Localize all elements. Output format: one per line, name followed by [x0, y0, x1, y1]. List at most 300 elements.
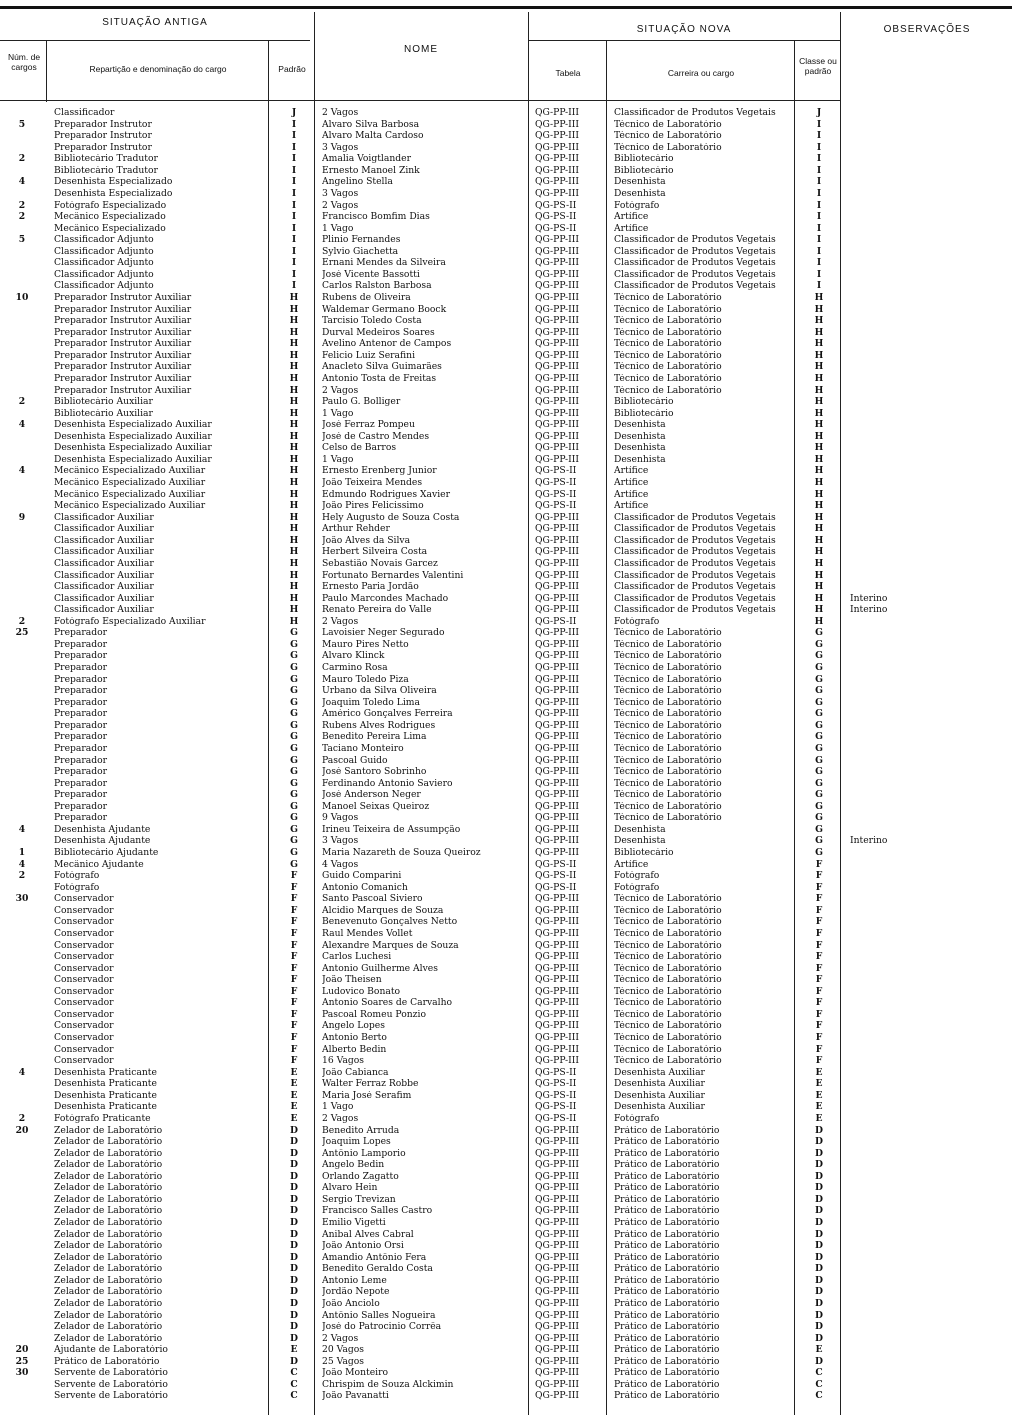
cell-padrao: G	[290, 697, 298, 708]
cell-tabela: QG-PP-III	[535, 1287, 579, 1298]
cell-cargo: Preparador	[54, 743, 108, 754]
cell-cargo: Classificador Adjunto	[54, 235, 154, 246]
cell-tabela: QG-PP-III	[535, 385, 579, 396]
table-row	[0, 1276, 1012, 1286]
cell-cargo: Zelador de Laboratório	[54, 1275, 163, 1286]
cell-carreira: Prático de Laboratório	[614, 1391, 720, 1402]
cell-num-cargos: 20	[15, 1125, 29, 1136]
cell-nome: José Ferraz Pompeu	[322, 420, 415, 431]
table-row	[0, 386, 1012, 396]
cell-padrao: D	[290, 1252, 298, 1263]
table-row	[0, 409, 1012, 419]
cell-carreira: Desenhista	[614, 420, 666, 431]
cell-padrao: E	[290, 1090, 298, 1101]
cell-carreira: Técnico de Laboratório	[614, 142, 722, 153]
cell-carreira: Técnico de Laboratório	[614, 1044, 722, 1055]
cell-cargo: Servente de Laboratório	[54, 1379, 168, 1390]
cell-padrao: F	[290, 928, 298, 939]
cell-tabela: QG-PP-III	[535, 119, 579, 130]
cell-cargo: Preparador Instrutor Auxiliar	[54, 327, 192, 338]
cell-nome: Antonio Comanich	[322, 882, 408, 893]
cell-nome: Avelino Antenor de Campos	[322, 339, 452, 350]
cell-classe: F	[815, 859, 823, 870]
cell-classe: F	[815, 940, 823, 951]
cell-carreira: Técnico de Laboratório	[614, 720, 722, 731]
cell-nome: João Pavanatti	[322, 1391, 389, 1402]
cell-tabela: QG-PS-II	[535, 616, 577, 627]
cell-cargo: Preparador Instrutor Auxiliar	[54, 316, 192, 327]
cell-carreira: Técnico de Laboratório	[614, 801, 722, 812]
cell-tabela: QG-PP-III	[535, 154, 579, 165]
cell-classe: D	[815, 1287, 823, 1298]
cell-classe: F	[815, 1056, 823, 1067]
cell-padrao: F	[290, 882, 298, 893]
cell-cargo: Conservador	[54, 1033, 114, 1043]
cell-padrao: H	[289, 489, 299, 500]
cell-cargo: Bibliotecário Ajudante	[54, 848, 159, 858]
cell-cargo: Prático de Laboratório	[54, 1356, 160, 1367]
table-row	[0, 663, 1012, 673]
table-row	[0, 270, 1012, 280]
cell-carreira: Prático de Laboratório	[614, 1194, 720, 1205]
cell-classe: D	[815, 1229, 823, 1240]
table-row	[0, 258, 1012, 268]
table-row	[0, 189, 1012, 199]
cell-carreira: Classificador de Produtos Vegetais	[614, 258, 776, 269]
cell-carreira: Prático de Laboratório	[614, 1287, 720, 1298]
table-row	[0, 779, 1012, 789]
cell-tabela: QG-PP-III	[535, 639, 579, 650]
cell-nome: Hely Augusto de Souza Costa	[322, 512, 460, 523]
cell-nome: Urbano da Silva Oliveira	[322, 686, 437, 697]
cell-padrao: H	[289, 524, 299, 535]
cell-tabela: QG-PP-III	[535, 1160, 579, 1171]
cell-nome: Benedito Pereira Lima	[322, 732, 427, 743]
cell-cargo: Conservador	[54, 940, 114, 951]
cell-carreira: Fotógrafo	[614, 1113, 660, 1124]
cell-padrao: F	[290, 952, 298, 963]
cell-padrao: G	[290, 836, 298, 847]
cell-cargo: Fotógrafo Especializado Auxiliar	[54, 616, 206, 627]
cell-padrao: F	[290, 940, 298, 951]
cell-nome: Tarcisio Toledo Costa	[322, 316, 422, 327]
cell-nome: Ludovico Bonato	[322, 986, 401, 997]
cell-cargo: Fotógrafo	[54, 882, 100, 893]
cell-padrao: H	[289, 512, 299, 523]
cell-carreira: Desenhista	[614, 824, 666, 835]
cell-tabela: QG-PP-III	[535, 1218, 579, 1228]
cell-padrao: G	[290, 813, 298, 824]
cell-nome: Guido Comparini	[322, 871, 402, 882]
cell-cargo: Classificador Auxiliar	[54, 558, 154, 569]
cell-carreira: Artífice	[614, 859, 649, 870]
cell-cargo: Conservador	[54, 952, 114, 963]
cell-tabela: QG-PP-III	[535, 165, 579, 176]
cell-cargo: Preparador Instrutor Auxiliar	[54, 385, 192, 396]
cell-carreira: Técnico de Laboratório	[614, 327, 722, 338]
cell-carreira: Prático de Laboratório	[614, 1322, 720, 1333]
cell-carreira: Classificador de Produtos Vegetais	[614, 524, 776, 535]
cell-classe: I	[816, 188, 822, 199]
cell-classe: H	[814, 304, 824, 315]
cell-nome: Antonio Tosta de Freitas	[322, 373, 437, 384]
cell-classe: H	[814, 431, 824, 442]
cell-carreira: Bibliotecário	[614, 165, 674, 176]
cell-nome: Renato Pereira do Valle	[322, 605, 432, 616]
cell-tabela: QG-PP-III	[535, 1368, 579, 1379]
cell-tabela: QG-PS-II	[535, 489, 577, 500]
cell-carreira: Artífice	[614, 489, 649, 500]
cell-padrao: I	[291, 142, 297, 153]
cell-classe: H	[814, 582, 824, 593]
cell-tabela: QG-PP-III	[535, 1137, 579, 1148]
cell-carreira: Prático de Laboratório	[614, 1252, 720, 1263]
cell-num-cargos: 5	[18, 235, 26, 246]
cell-carreira: Bibliotecário	[614, 848, 674, 858]
cell-nome: 2 Vagos	[322, 616, 359, 627]
cell-carreira: Técnico de Laboratório	[614, 813, 722, 824]
cell-nome: Maria José Serafim	[322, 1090, 412, 1101]
cell-nome: Joaquim Toledo Lima	[322, 697, 420, 708]
cell-carreira: Técnico de Laboratório	[614, 663, 722, 673]
cell-tabela: QG-PP-III	[535, 1264, 579, 1275]
cell-carreira: Desenhista	[614, 836, 666, 847]
cell-classe: I	[816, 131, 822, 142]
cell-cargo: Classificador Auxiliar	[54, 512, 154, 523]
table-row	[0, 166, 1012, 176]
cell-cargo: Servente de Laboratório	[54, 1391, 168, 1402]
cell-cargo: Conservador	[54, 894, 114, 905]
table-row	[0, 917, 1012, 927]
cell-classe: I	[816, 246, 822, 257]
cell-carreira: Técnico de Laboratório	[614, 743, 722, 754]
cell-classe: H	[814, 616, 824, 627]
cell-nome: Carmino Rosa	[322, 663, 388, 673]
table-row	[0, 571, 1012, 581]
table-row	[0, 883, 1012, 893]
cell-padrao: G	[290, 709, 298, 720]
cell-padrao: I	[291, 212, 297, 223]
header-bottom-rule	[0, 100, 840, 101]
cell-padrao: H	[289, 501, 299, 512]
cell-cargo: Preparador Instrutor Auxiliar	[54, 373, 192, 384]
cell-classe: H	[814, 547, 824, 558]
cell-padrao: I	[291, 258, 297, 269]
cell-carreira: Classificador de Produtos Vegetais	[614, 570, 776, 581]
cell-tabela: QG-PP-III	[535, 697, 579, 708]
cell-num-cargos: 2	[18, 871, 26, 882]
cell-tabela: QG-PP-III	[535, 1056, 579, 1067]
cell-classe: H	[814, 489, 824, 500]
cell-classe: D	[815, 1194, 823, 1205]
cell-tabela: QG-PP-III	[535, 1310, 579, 1321]
cell-cargo: Desenhista Especializado Auxiliar	[54, 431, 212, 442]
table-row	[0, 1010, 1012, 1020]
cell-classe: E	[815, 1090, 823, 1101]
cell-nome: Irineu Teixeira de Assumpção	[322, 824, 461, 835]
cell-padrao: I	[291, 154, 297, 165]
header-observacoes: OBSERVAÇÕES	[883, 24, 971, 35]
table-row	[0, 1391, 1012, 1401]
cell-tabela: QG-PP-III	[535, 836, 579, 847]
cell-carreira: Técnico de Laboratório	[614, 1033, 722, 1043]
cell-tabela: QG-PP-III	[535, 108, 579, 118]
cell-carreira: Desenhista	[614, 443, 666, 454]
cell-observacao: Interino	[850, 605, 888, 616]
cell-nome: Emilio Vigetti	[322, 1218, 386, 1228]
table-row	[0, 432, 1012, 442]
cell-num-cargos: 2	[18, 1113, 26, 1124]
cell-padrao: H	[289, 454, 299, 465]
table-row	[0, 443, 1012, 453]
cell-nome: 1 Vago	[322, 454, 354, 465]
cell-tabela: QG-PP-III	[535, 1021, 579, 1032]
table-row	[0, 1033, 1012, 1043]
cell-tabela: QG-PP-III	[535, 570, 579, 581]
cell-carreira: Técnico de Laboratório	[614, 674, 722, 685]
cell-tabela: QG-PP-III	[535, 1148, 579, 1159]
cell-cargo: Classificador Auxiliar	[54, 547, 154, 558]
cell-cargo: Preparador	[54, 697, 108, 708]
cell-nome: José Vicente Bassotti	[322, 269, 420, 280]
cell-cargo: Mecânico Especializado Auxiliar	[54, 466, 206, 477]
cell-classe: D	[815, 1206, 823, 1217]
cell-nome: João Theisen	[322, 975, 382, 986]
cell-classe: H	[814, 385, 824, 396]
cell-padrao: F	[290, 1056, 298, 1067]
cell-tabela: QG-PP-III	[535, 709, 579, 720]
table-row	[0, 1299, 1012, 1309]
cell-num-cargos: 25	[15, 628, 29, 639]
cell-padrao: G	[290, 651, 298, 662]
cell-tabela: QG-PP-III	[535, 732, 579, 743]
cell-tabela: QG-PP-III	[535, 246, 579, 257]
cell-cargo: Zelador de Laboratório	[54, 1148, 163, 1159]
table-row	[0, 790, 1012, 800]
cell-padrao: D	[290, 1310, 298, 1321]
cell-carreira: Técnico de Laboratório	[614, 293, 722, 303]
table-row	[0, 1322, 1012, 1332]
cell-cargo: Zelador de Laboratório	[54, 1194, 163, 1205]
cell-classe: D	[815, 1333, 823, 1344]
cell-tabela: QG-PP-III	[535, 1044, 579, 1055]
cell-classe: H	[814, 593, 824, 604]
cell-classe: H	[814, 605, 824, 616]
cell-nome: João Anciolo	[322, 1298, 380, 1309]
cell-nome: Waldemar Germano Boock	[322, 304, 447, 315]
cell-padrao: H	[289, 350, 299, 361]
table-row	[0, 686, 1012, 696]
cell-nome: 16 Vagos	[322, 1056, 365, 1067]
cell-num-cargos: 2	[18, 200, 26, 211]
cell-classe: H	[814, 512, 824, 523]
cell-classe: D	[815, 1218, 823, 1228]
cell-carreira: Fotógrafo	[614, 871, 660, 882]
cell-nome: 4 Vagos	[322, 859, 359, 870]
cell-tabela: QG-PP-III	[535, 535, 579, 546]
table-row	[0, 281, 1012, 291]
cell-nome: Sylvio Giachetta	[322, 246, 399, 257]
cell-tabela: QG-PP-III	[535, 674, 579, 685]
cell-padrao: D	[290, 1160, 298, 1171]
cell-carreira: Artífice	[614, 223, 649, 234]
cell-num-cargos: 2	[18, 397, 26, 408]
cell-nome: 2 Vagos	[322, 1113, 359, 1124]
cell-nome: Antônio Salles Nogueira	[322, 1310, 436, 1321]
cell-tabela: QG-PP-III	[535, 720, 579, 731]
cell-carreira: Técnico de Laboratório	[614, 905, 722, 916]
cell-classe: H	[814, 501, 824, 512]
table-row	[0, 848, 1012, 858]
cell-cargo: Fotógrafo	[54, 871, 100, 882]
cell-cargo: Desenhista Especializado	[54, 177, 173, 188]
cell-padrao: G	[290, 628, 298, 639]
cell-classe: H	[814, 558, 824, 569]
cell-nome: Walter Ferraz Robbe	[322, 1079, 419, 1090]
cell-carreira: Classificador de Produtos Vegetais	[614, 246, 776, 257]
cell-nome: Edmundo Rodrigues Xavier	[322, 489, 450, 500]
cell-padrao: E	[290, 1079, 298, 1090]
table-row	[0, 894, 1012, 904]
header-padrao: Padrão	[278, 64, 306, 74]
cell-classe: F	[815, 871, 823, 882]
cell-nome: Benevenuto Gonçalves Netto	[322, 917, 458, 928]
cell-tabela: QG-PP-III	[535, 293, 579, 303]
cell-padrao: F	[290, 1044, 298, 1055]
cell-tabela: QG-PP-III	[535, 431, 579, 442]
cell-cargo: Desenhista Especializado Auxiliar	[54, 420, 212, 431]
cell-tabela: QG-PP-III	[535, 778, 579, 789]
table-row	[0, 617, 1012, 627]
cell-classe: I	[816, 269, 822, 280]
table-row	[0, 154, 1012, 164]
cell-padrao: G	[290, 674, 298, 685]
cell-tabela: QG-PP-III	[535, 304, 579, 315]
cell-observacao: Interino	[850, 593, 888, 604]
cell-num-cargos: 4	[18, 1067, 26, 1078]
cell-tabela: QG-PP-III	[535, 558, 579, 569]
cell-nome: Francisco Salles Castro	[322, 1206, 433, 1217]
cell-carreira: Técnico de Laboratório	[614, 986, 722, 997]
cell-padrao: I	[291, 281, 297, 292]
cell-cargo: Zelador de Laboratório	[54, 1137, 163, 1148]
table-row	[0, 466, 1012, 476]
cell-cargo: Preparador	[54, 720, 108, 731]
cell-cargo: Classificador	[54, 108, 115, 118]
cell-cargo: Classificador Adjunto	[54, 281, 154, 292]
cell-carreira: Classificador de Produtos Vegetais	[614, 605, 776, 616]
cell-cargo: Zelador de Laboratório	[54, 1264, 163, 1275]
cell-classe: H	[814, 454, 824, 465]
cell-tabela: QG-PP-III	[535, 1345, 579, 1356]
cell-carreira: Prático de Laboratório	[614, 1345, 720, 1356]
cell-classe: E	[815, 1067, 823, 1078]
cell-num-cargos: 9	[18, 512, 26, 523]
cell-nome: Rubens de Oliveira	[322, 293, 411, 303]
cell-padrao: H	[289, 593, 299, 604]
table-row	[0, 675, 1012, 685]
cell-padrao: C	[290, 1391, 298, 1402]
table-row	[0, 201, 1012, 211]
cell-carreira: Técnico de Laboratório	[614, 316, 722, 327]
cell-carreira: Desenhista	[614, 454, 666, 465]
cell-cargo: Zelador de Laboratório	[54, 1206, 163, 1217]
cell-classe: F	[815, 1021, 823, 1032]
cell-nome: Américo Gonçalves Ferreira	[322, 709, 453, 720]
cell-padrao: H	[289, 431, 299, 442]
cell-cargo: Bibliotecário Tradutor	[54, 165, 158, 176]
cell-tabela: QG-PP-III	[535, 790, 579, 801]
cell-padrao: H	[289, 362, 299, 373]
cell-tabela: QG-PP-III	[535, 269, 579, 280]
cell-tabela: QG-PS-II	[535, 1079, 577, 1090]
cell-cargo: Preparador	[54, 778, 108, 789]
table-row	[0, 524, 1012, 534]
cell-nome: Joaquim Lopes	[322, 1137, 391, 1148]
cell-carreira: Prático de Laboratório	[614, 1229, 720, 1240]
cell-padrao: E	[290, 1345, 298, 1356]
cell-classe: F	[815, 1044, 823, 1055]
cell-classe: H	[814, 362, 824, 373]
cell-padrao: G	[290, 686, 298, 697]
table-row	[0, 1079, 1012, 1089]
cell-tabela: QG-PP-III	[535, 952, 579, 963]
table-row	[0, 836, 1012, 846]
cell-padrao: D	[290, 1125, 298, 1136]
cell-nome: Mauro Pires Netto	[322, 639, 409, 650]
table-row	[0, 744, 1012, 754]
cell-classe: D	[815, 1171, 823, 1182]
cell-padrao: H	[289, 339, 299, 350]
cell-nome: Anibal Alves Cabral	[322, 1229, 414, 1240]
table-row	[0, 1149, 1012, 1159]
cell-tabela: QG-PP-III	[535, 767, 579, 778]
cell-carreira: Classificador de Produtos Vegetais	[614, 512, 776, 523]
cell-cargo: Preparador	[54, 663, 108, 673]
cell-carreira: Prático de Laboratório	[614, 1310, 720, 1321]
cell-cargo: Preparador Instrutor Auxiliar	[54, 350, 192, 361]
cell-classe: D	[815, 1264, 823, 1275]
cell-carreira: Desenhista	[614, 177, 666, 188]
cell-cargo: Preparador Instrutor Auxiliar	[54, 293, 192, 303]
cell-padrao: G	[290, 755, 298, 766]
cell-nome: Alvaro Silva Barbosa	[322, 119, 420, 130]
cell-carreira: Desenhista Auxiliar	[614, 1067, 705, 1078]
cell-classe: F	[815, 1033, 823, 1043]
table-row	[0, 559, 1012, 569]
cell-nome: Antonio Berto	[322, 1033, 387, 1043]
cell-classe: F	[815, 986, 823, 997]
cell-nome: Pascoal Guido	[322, 755, 388, 766]
cell-nome: 3 Vagos	[322, 188, 359, 199]
cell-padrao: H	[289, 466, 299, 477]
cell-cargo: Classificador Adjunto	[54, 269, 154, 280]
cell-classe: G	[815, 639, 823, 650]
cell-padrao: G	[290, 824, 298, 835]
cell-carreira: Prático de Laboratório	[614, 1206, 720, 1217]
cell-nome: Amalia Voigtlander	[322, 154, 411, 165]
cell-padrao: F	[290, 998, 298, 1009]
cell-tabela: QG-PP-III	[535, 1183, 579, 1194]
cell-cargo: Mecânico Especializado Auxiliar	[54, 489, 206, 500]
table-row	[0, 1241, 1012, 1251]
cell-tabela: QG-PP-III	[535, 443, 579, 454]
cell-tabela: QG-PP-III	[535, 1333, 579, 1344]
cell-padrao: G	[290, 732, 298, 743]
cell-classe: H	[814, 524, 824, 535]
cell-num-cargos: 4	[18, 466, 26, 477]
cell-padrao: I	[291, 188, 297, 199]
